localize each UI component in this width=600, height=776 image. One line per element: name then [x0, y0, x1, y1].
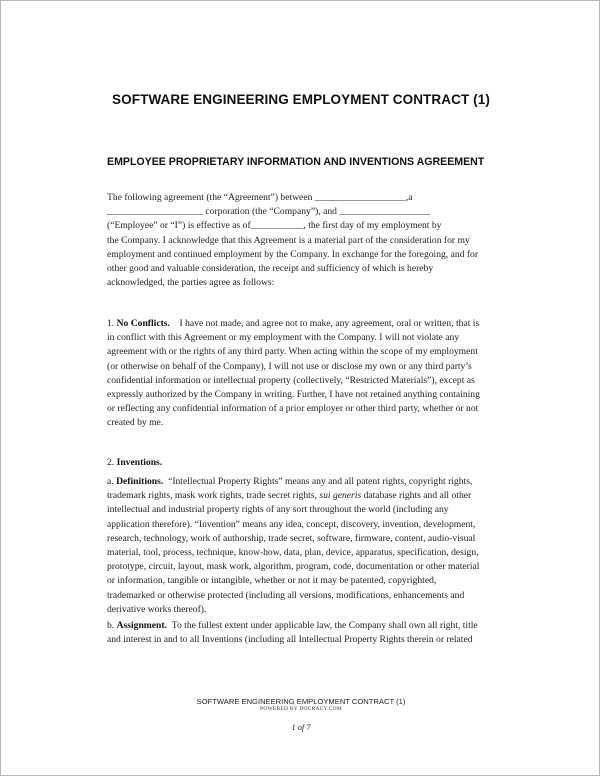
subsection-heading: Assignment. [116, 620, 167, 631]
section-heading: Inventions. [116, 457, 163, 468]
text-run: database rights and all other [361, 490, 472, 502]
document-subtitle: EMPLOYEE PROPRIETARY INFORMATION AND INVENTIONS AGREEMENT [107, 156, 485, 168]
text-line: in conflict with this Agreement or my employment with the Company. I will not violate any [107, 332, 460, 344]
page-number: 1 of 7 [291, 723, 311, 732]
subsection-label: b. [107, 620, 115, 631]
section-number: 1. [107, 318, 115, 329]
text-line: or information, tangible or intangible, whether or not it may be patented, copyrighted, [107, 575, 437, 587]
text-run: To the fullest extent under applicable law, the Company shall own all right, title [171, 620, 478, 631]
text-line: acknowledged, the parties agree as follows: [107, 277, 275, 289]
section-heading: No Conflicts. [116, 318, 170, 329]
text-run: “Intellectual Property Rights” means any and all patent rights, copyright rights, [168, 476, 473, 487]
text-line: created by me. [107, 417, 164, 429]
text-run: I have not made, and agree not to make, any agreement, oral or written, that is [179, 318, 480, 329]
section-definitions [107, 475, 497, 617]
text-line: ____________________ corporation (the “Company”), and ___________________ [107, 206, 431, 218]
text-line: or reflecting any confidential information of a prior employer or other third party, whether or not [107, 403, 479, 415]
section-number: 2. [107, 457, 115, 468]
footer-powered-by: POWERED BY DOCRACY.COM [260, 706, 342, 712]
text-line: agreement with or the rights of any third party. When acting within the scope of my employment [107, 346, 478, 358]
text-line: material, tool, process, technique, know-how, data, plan, device, apparatus, specification, design, [107, 547, 479, 559]
text-line [107, 456, 497, 470]
section-assignment [107, 619, 497, 647]
document-title: SOFTWARE ENGINEERING EMPLOYMENT CONTRACT (1) [112, 92, 490, 107]
text-line: employment and continued employment by the Company. In exchange for the foregoing, and for [107, 248, 479, 260]
text-run: trademark rights, mask work rights, trade secret rights, [107, 490, 320, 502]
text-line: and interest in and to all Inventions (including all Intellectual Property Rights therein or related [107, 634, 473, 646]
text-line: trademarked or otherwise protected (including all versions, modifications, enhancements and [107, 589, 465, 601]
text-line [107, 475, 497, 489]
intro-paragraph [107, 191, 497, 290]
text-line: expressly authorized by the Company in writing. Further, I have not retained anything containing [107, 389, 480, 401]
text-line: the Company. I acknowledge that this Agreement is a material part of the consideration for my [107, 234, 470, 246]
text-line: confidential information or intellectual property (collectively, “Restricted Materials”), except as [107, 374, 475, 386]
section-no-conflicts [107, 317, 497, 431]
italic-term: sui generis [319, 490, 362, 502]
text-line: (or otherwise on behalf of the Company), I will not use or disclose my own or any third party’s [107, 360, 472, 372]
text-line: intellectual and industrial property rights of any sort throughout the world (including any [107, 504, 449, 516]
text-line: application therefore). “Invention” means any idea, concept, discovery, invention, development, [107, 518, 476, 530]
section-inventions-heading [107, 456, 497, 470]
text-line: prototype, circuit, layout, mask work, algorithm, program, code, documentation or other material [107, 561, 480, 573]
text-line: The following agreement (the “Agreement”) between ___________________,a [107, 192, 413, 203]
subsection-label: a. [107, 476, 114, 487]
text-line [107, 619, 497, 633]
text-line: other good and valuable consideration, the receipt and sufficiency of which is hereby [107, 263, 434, 275]
text-line: (“Employee” or “I”) is effective as of___________, the first day of my employment by [107, 220, 442, 232]
text-line [107, 317, 497, 331]
text-line: derivative works thereof). [107, 603, 207, 615]
footer-title: SOFTWARE ENGINEERING EMPLOYMENT CONTRACT (1) [196, 697, 406, 706]
text-line: research, technology, work of authorship, trade secret, software, firmware, content, audio-visual [107, 532, 476, 544]
text-line [107, 489, 497, 503]
subsection-heading: Definitions. [116, 476, 164, 487]
